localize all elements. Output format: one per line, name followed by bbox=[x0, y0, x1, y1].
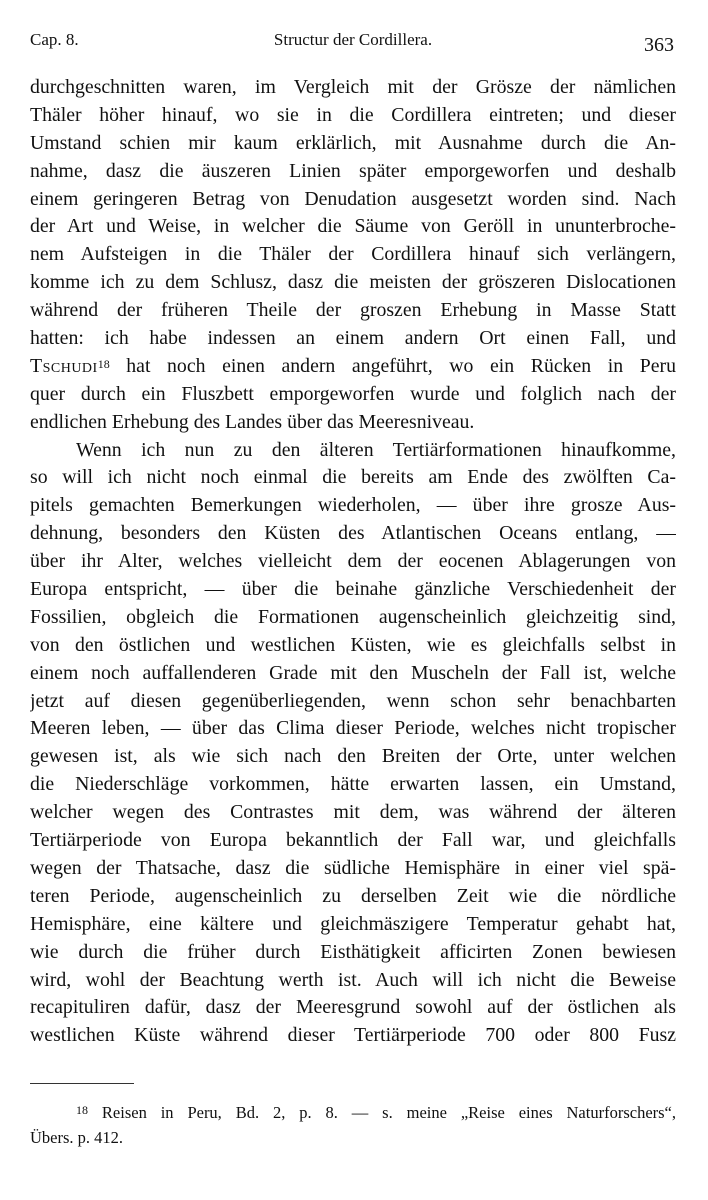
text-line: komme ich zu dem Schlusz, dasz die meisten der gröszeren Dislocationen bbox=[30, 271, 676, 294]
text-line: quer durch ein Fluszbett emporgeworfen wurde und folglich nach der bbox=[30, 382, 676, 405]
text-line: einem geringeren Betrag von Denudation ausgesetzt worden sind. Nach bbox=[30, 187, 676, 210]
text-line: die Niederschläge vorkommen, hätte erwarten lassen, ein Umstand, bbox=[30, 773, 676, 796]
text-line: nahme, dasz die äuszeren Linien später emporgeworfen und deshalb bbox=[30, 159, 676, 182]
text-line: Fossilien, obgleich die Formationen augenscheinlich gleichzeitig sind, bbox=[30, 605, 676, 628]
text-line: der Art und Weise, in welcher die Säume von Geröll in ununterbroche- bbox=[30, 215, 676, 238]
text-line: Hemisphäre, eine kältere und gleichmäszigere Temperatur gehabt hat, bbox=[30, 912, 676, 935]
text-line: wie durch die früher durch Eisthätigkeit afficirten Zonen bewiesen bbox=[30, 940, 676, 963]
footnote-reference: 18 bbox=[97, 356, 110, 371]
text-line: einem noch auffallenderen Grade mit den Muscheln der Fall ist, welche bbox=[30, 661, 676, 684]
running-head bbox=[30, 30, 676, 56]
text-line: recapituliren dafür, dasz der Meeresgrund sowohl auf der östlichen als bbox=[30, 996, 676, 1019]
line-continuation: hat noch einen andern angeführt, wo ein Rücken in Peru bbox=[109, 354, 676, 377]
text-line: westlichen Küste während dieser Tertiärperiode 700 oder 800 Fusz bbox=[30, 1024, 676, 1047]
footnote-text: Reisen in Peru, Bd. 2, p. 8. — s. meine „Reise eines Naturforschers“, bbox=[101, 1103, 677, 1122]
text-line bbox=[30, 353, 676, 381]
text-line: teren Periode, augenscheinlich zu derselben Zeit wie die nördliche bbox=[30, 884, 676, 907]
footnote bbox=[30, 1100, 676, 1150]
text-line: welcher wegen des Contrastes mit dem, was während der älteren bbox=[30, 801, 676, 824]
text-line: so will ich nicht noch einmal die bereits am Ende des zwölften Ca- bbox=[30, 466, 676, 489]
text-line: gewesen ist, als wie sich nach den Breiten der Orte, unter welchen bbox=[30, 745, 676, 768]
text-line: Wenn ich nun zu den älteren Tertiärformationen hinaufkomme, bbox=[76, 438, 676, 461]
text-line: hatten: ich habe indessen an einem andern Ort einen Fall, und bbox=[30, 327, 676, 350]
text-line: durchgeschnitten waren, im Vergleich mit der Grösze der nämlichen bbox=[30, 76, 676, 98]
page-number: 363 bbox=[644, 34, 674, 56]
text-line: wird, wohl der Beachtung werth ist. Auch will ich nicht die Beweise bbox=[30, 968, 676, 991]
text-line: Tertiärperiode von Europa bekanntlich der Fall war, und gleichfalls bbox=[30, 829, 676, 852]
text-line: jetzt auf diesen gegenüberliegenden, wenn schon sehr benachbarten bbox=[30, 689, 676, 712]
text-line: Europa entspricht, — über die beinahe gänzliche Verschiedenheit der bbox=[30, 578, 676, 601]
author-name-smallcaps: Tschudi bbox=[30, 354, 98, 377]
text-line: über ihr Alter, welches vielleicht dem der eocenen Ablagerungen von bbox=[30, 550, 676, 573]
text-line: während der früheren Theile der groszen Erhebung in Masse Statt bbox=[30, 299, 676, 322]
text-line: Thäler höher hinauf, wo sie in die Cordillera eintreten; und dieser bbox=[30, 103, 676, 126]
text-line: dehnung, besonders den Küsten des Atlantischen Oceans entlang, — bbox=[30, 522, 676, 545]
text-line: nem Aufsteigen in die Thäler der Cordillera hinauf sich verlängern, bbox=[30, 243, 676, 266]
text-line: pitels gemachten Bemerkungen wiederholen, — über ihre grosze Aus- bbox=[30, 494, 676, 517]
running-title: Structur der Cordillera. bbox=[273, 30, 433, 49]
footnote-divider bbox=[30, 1083, 134, 1084]
footnote-line: Übers. p. 412. bbox=[30, 1128, 124, 1147]
footnote-line bbox=[30, 1100, 676, 1125]
text-line: Meeren leben, — über das Clima dieser Periode, welches nicht tropischer bbox=[30, 717, 676, 740]
chapter-label: Cap. 8. bbox=[30, 30, 79, 49]
text-line: endlichen Erhebung des Landes über das Meeresniveau. bbox=[30, 410, 475, 433]
text-line: von den östlichen und westlichen Küsten, wie es gleichfalls selbst in bbox=[30, 633, 676, 656]
text-line: Umstand schien mir kaum erklärlich, mit Ausnahme durch die An- bbox=[30, 131, 676, 154]
footnote-number: 18 bbox=[76, 1103, 88, 1117]
text-line: wegen der Thatsache, dasz die südliche Hemisphäre in einer viel spä- bbox=[30, 856, 676, 879]
main-text bbox=[30, 74, 676, 1050]
